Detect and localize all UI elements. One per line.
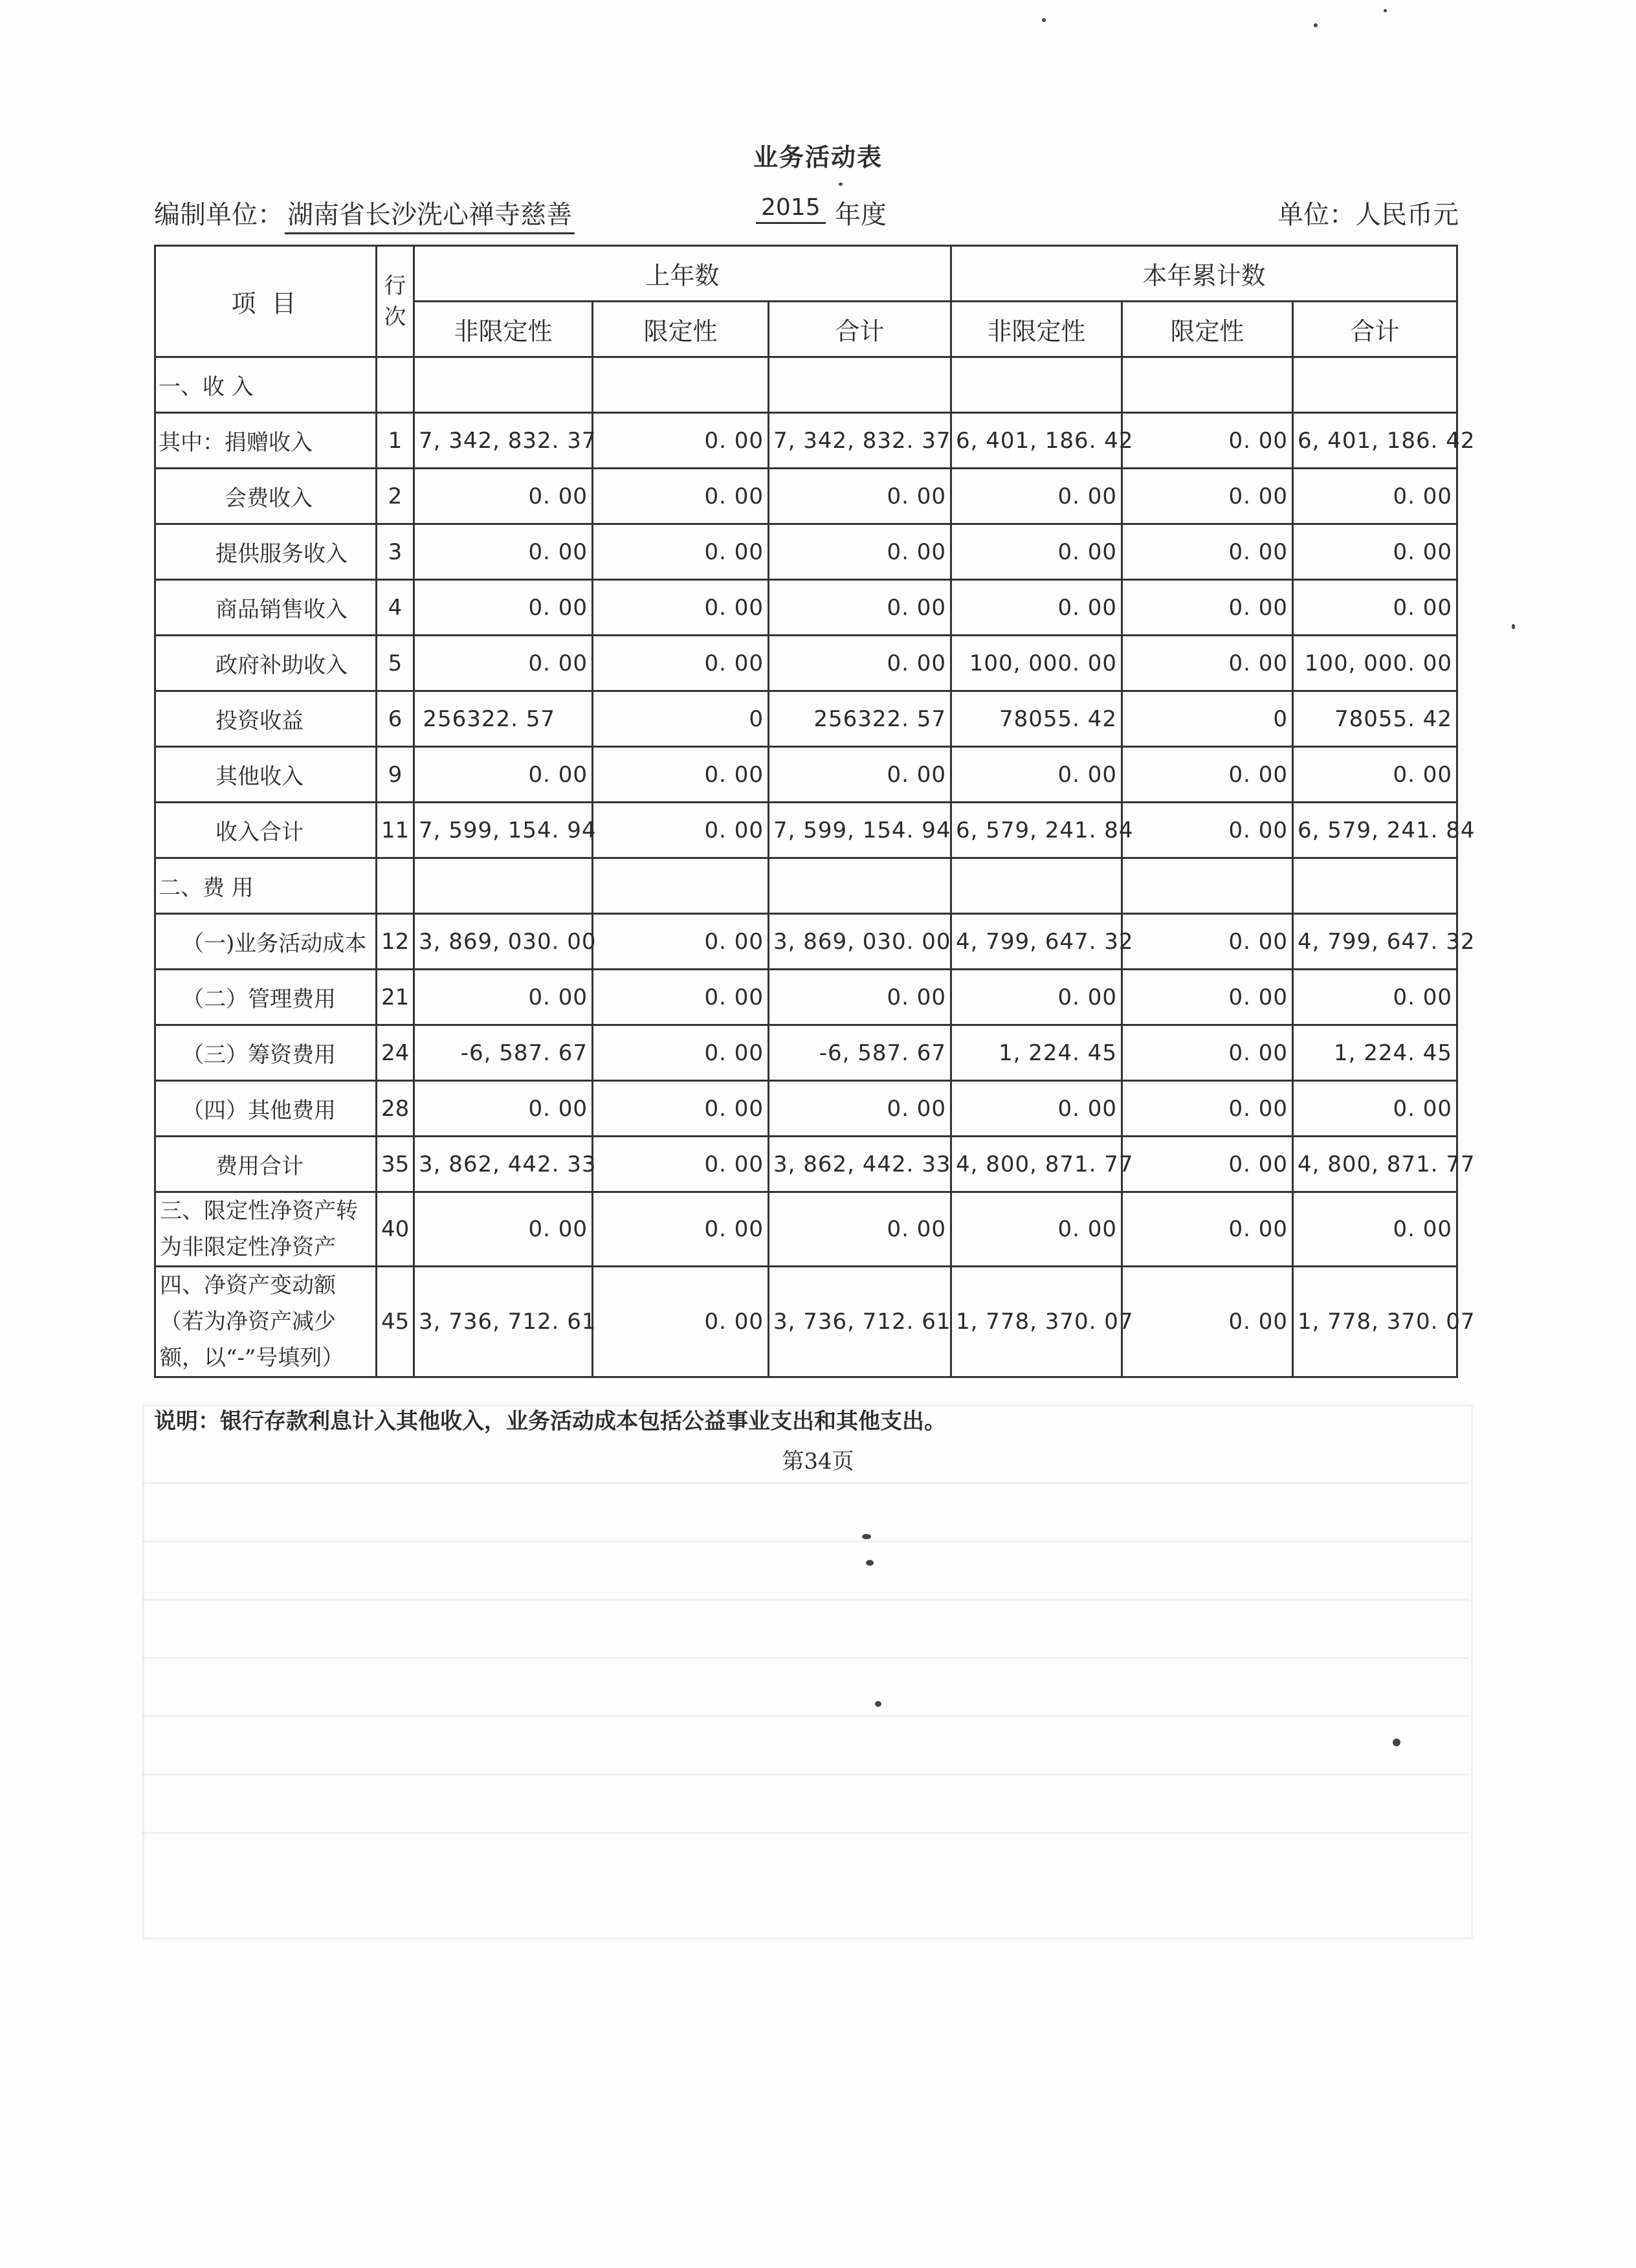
cell: 0. 00 <box>1122 1267 1293 1377</box>
cell: 0. 00 <box>414 747 593 803</box>
cell <box>1122 357 1293 413</box>
scan-speck <box>1512 624 1515 629</box>
cell: 0. 00 <box>1293 1081 1457 1137</box>
cell: 3, 736, 712. 61 <box>769 1267 951 1377</box>
unit-value: 湖南省长沙洗心禅寺慈善 <box>285 194 575 234</box>
row-line: 1 <box>377 413 414 469</box>
unit-label: 编制单位： <box>154 200 283 230</box>
row-item: 二、费 用 <box>155 858 377 914</box>
cell: 6, 579, 241. 84 <box>951 803 1122 858</box>
cell: 7, 599, 154. 94 <box>769 803 951 858</box>
cell: 0. 00 <box>1122 469 1293 524</box>
cell: 0. 00 <box>1293 970 1457 1025</box>
table-row <box>155 524 1457 580</box>
cell: 0. 00 <box>1122 413 1293 469</box>
cell: 0. 00 <box>593 524 769 580</box>
scan-speck <box>875 1701 881 1707</box>
cell: 6, 579, 241. 84 <box>1293 803 1457 858</box>
cell: 0. 00 <box>414 1192 593 1267</box>
row-line <box>377 858 414 914</box>
cell <box>414 858 593 914</box>
cell: 4, 800, 871. 77 <box>1293 1137 1457 1192</box>
cell: 0. 00 <box>769 1192 951 1267</box>
show-through-line <box>142 1657 1469 1659</box>
table-row <box>155 691 1457 747</box>
cell: 0. 00 <box>769 1081 951 1137</box>
cell: 0. 00 <box>951 1081 1122 1137</box>
cell: 4, 799, 647. 32 <box>951 914 1122 970</box>
scan-speck <box>1042 18 1046 22</box>
cell <box>414 357 593 413</box>
show-through-table <box>142 1405 1473 1939</box>
row-item: （一)业务活动成本 <box>155 914 377 970</box>
row-line: 5 <box>377 636 414 691</box>
cell: 0. 00 <box>593 1192 769 1267</box>
cell: 0. 00 <box>769 580 951 636</box>
table-row <box>155 580 1457 636</box>
cell: 3, 869, 030. 00 <box>769 914 951 970</box>
year-label: 年度 <box>835 200 887 230</box>
cell: 0. 00 <box>951 1192 1122 1267</box>
cell: 7, 342, 832. 37 <box>769 413 951 469</box>
scan-speck <box>862 1534 871 1539</box>
cell <box>593 858 769 914</box>
row-line: 12 <box>377 914 414 970</box>
show-through-line <box>142 1773 1469 1775</box>
show-through-line <box>142 1482 1469 1484</box>
cell: 0. 00 <box>414 1081 593 1137</box>
row-item: 提供服务收入 <box>155 524 377 580</box>
cell: 0. 00 <box>593 1137 769 1192</box>
row-item: （二）管理费用 <box>155 970 377 1025</box>
footnote: 说明：银行存款利息计入其他收入，业务活动成本包括公益事业支出和其他支出。 <box>154 1408 946 1434</box>
scan-speck <box>1393 1739 1400 1746</box>
cell: 1, 778, 370. 07 <box>951 1267 1122 1377</box>
row-line: 21 <box>377 970 414 1025</box>
row-item: 政府补助收入 <box>155 636 377 691</box>
row-item: 商品销售收入 <box>155 580 377 636</box>
cell <box>951 357 1122 413</box>
cell <box>769 357 951 413</box>
cell: 100, 000. 00 <box>951 636 1122 691</box>
row-line: 45 <box>377 1267 414 1377</box>
cell: 6, 401, 186. 42 <box>951 413 1122 469</box>
table-row <box>155 747 1457 803</box>
table-row <box>155 914 1457 970</box>
cell: 0. 00 <box>951 580 1122 636</box>
cell: 78055. 42 <box>951 691 1122 747</box>
cell: 0. 00 <box>593 413 769 469</box>
cell: 3, 869, 030. 00 <box>414 914 593 970</box>
cell <box>951 858 1122 914</box>
header-curr-restricted: 限定性 <box>1122 302 1293 357</box>
table-row <box>155 357 1457 413</box>
row-item: 三、限定性净资产转为非限定性净资产 <box>155 1192 377 1267</box>
report-title: 业务活动表 <box>753 143 883 172</box>
cell: 0. 00 <box>1122 1081 1293 1137</box>
cell: 0. 00 <box>951 970 1122 1025</box>
table-row <box>155 413 1457 469</box>
cell: 0. 00 <box>1122 803 1293 858</box>
row-line <box>377 357 414 413</box>
cell: 0. 00 <box>1122 914 1293 970</box>
cell: 0. 00 <box>414 580 593 636</box>
cell: 3, 862, 442. 33 <box>769 1137 951 1192</box>
cell <box>1122 858 1293 914</box>
header-row-1 <box>155 246 1457 302</box>
cell: 0. 00 <box>1122 524 1293 580</box>
cell: 256322. 57 <box>769 691 951 747</box>
cell: 0. 00 <box>1293 469 1457 524</box>
cell: 256322. 57 <box>414 691 593 747</box>
cell: 0. 00 <box>593 747 769 803</box>
cell: 1, 778, 370. 07 <box>1293 1267 1457 1377</box>
cell: 3, 862, 442. 33 <box>414 1137 593 1192</box>
row-line: 35 <box>377 1137 414 1192</box>
row-item: 其他收入 <box>155 747 377 803</box>
cell: 4, 800, 871. 77 <box>951 1137 1122 1192</box>
table-row <box>155 1081 1457 1137</box>
cell <box>1293 357 1457 413</box>
show-through-line <box>142 1599 1469 1601</box>
cell: 3, 736, 712. 61 <box>414 1267 593 1377</box>
cell: 0. 00 <box>951 469 1122 524</box>
row-line: 3 <box>377 524 414 580</box>
table-row <box>155 1137 1457 1192</box>
cell: 1, 224. 45 <box>951 1025 1122 1081</box>
row-item: 费用合计 <box>155 1137 377 1192</box>
cell: 0 <box>593 691 769 747</box>
cell: 0. 00 <box>593 1025 769 1081</box>
show-through-line <box>142 1540 1469 1542</box>
cell: 0. 00 <box>414 970 593 1025</box>
cell: 0. 00 <box>593 469 769 524</box>
year-value: 2015 <box>756 194 826 224</box>
table-row <box>155 1267 1457 1377</box>
cell: 0. 00 <box>1122 1192 1293 1267</box>
header-prev-unrestricted: 非限定性 <box>414 302 593 357</box>
cell: 0. 00 <box>1122 580 1293 636</box>
row-item: 四、净资产变动额（若为净资产减少额，以“-”号填列） <box>155 1267 377 1377</box>
header-curr-unrestricted: 非限定性 <box>951 302 1122 357</box>
row-item: （四）其他费用 <box>155 1081 377 1137</box>
cell: 0. 00 <box>1293 524 1457 580</box>
cell: 0. 00 <box>593 580 769 636</box>
cell: 0. 00 <box>769 524 951 580</box>
cell: 0. 00 <box>593 914 769 970</box>
show-through-line <box>142 1832 1469 1834</box>
cell: 0. 00 <box>769 636 951 691</box>
page-number: 第34页 <box>782 1449 854 1474</box>
row-line: 6 <box>377 691 414 747</box>
header-prev-year: 上年数 <box>414 246 951 302</box>
table-row <box>155 636 1457 691</box>
cell: 4, 799, 647. 32 <box>1293 914 1457 970</box>
activity-table <box>154 245 1476 1378</box>
row-item: 投资收益 <box>155 691 377 747</box>
header-prev-total: 合计 <box>769 302 951 357</box>
cell <box>769 858 951 914</box>
cell: 0. 00 <box>1122 970 1293 1025</box>
cell: 1, 224. 45 <box>1293 1025 1457 1081</box>
cell: 0. 00 <box>1122 1137 1293 1192</box>
row-line: 9 <box>377 747 414 803</box>
cell: 0. 00 <box>414 469 593 524</box>
cell: 0 <box>1122 691 1293 747</box>
table-row <box>155 970 1457 1025</box>
cell: 0. 00 <box>951 524 1122 580</box>
header-prev-restricted: 限定性 <box>593 302 769 357</box>
row-line: 40 <box>377 1192 414 1267</box>
cell: 0. 00 <box>414 524 593 580</box>
table-row <box>155 858 1457 914</box>
row-line: 28 <box>377 1081 414 1137</box>
cell: 0. 00 <box>1122 747 1293 803</box>
cell: 0. 00 <box>593 1081 769 1137</box>
cell: 0. 00 <box>1293 1192 1457 1267</box>
cell: 0. 00 <box>1122 636 1293 691</box>
row-line: 24 <box>377 1025 414 1081</box>
table-row <box>155 1192 1457 1267</box>
table-row <box>155 469 1457 524</box>
cell <box>1293 858 1457 914</box>
header-curr-total: 合计 <box>1293 302 1457 357</box>
currency-label: 单位：人民币元 <box>1277 200 1459 230</box>
cell: 0. 00 <box>951 747 1122 803</box>
header-line: 行次 <box>377 246 414 357</box>
table-row <box>155 1025 1457 1081</box>
row-item: 一、收 入 <box>155 357 377 413</box>
row-line: 11 <box>377 803 414 858</box>
row-line: 2 <box>377 469 414 524</box>
cell: 0. 00 <box>769 469 951 524</box>
row-item: （三）筹资费用 <box>155 1025 377 1081</box>
row-line: 4 <box>377 580 414 636</box>
cell: 0. 00 <box>1122 1025 1293 1081</box>
row-item: 会费收入 <box>155 469 377 524</box>
cell: 7, 342, 832. 37 <box>414 413 593 469</box>
cell: 100, 000. 00 <box>1293 636 1457 691</box>
row-item: 其中：捐赠收入 <box>155 413 377 469</box>
cell: -6, 587. 67 <box>414 1025 593 1081</box>
cell: 0. 00 <box>593 1267 769 1377</box>
scan-speck <box>839 183 843 186</box>
cell <box>593 357 769 413</box>
header-curr-year: 本年累计数 <box>951 246 1457 302</box>
cell: 0. 00 <box>769 970 951 1025</box>
table-row <box>155 803 1457 858</box>
cell: -6, 587. 67 <box>769 1025 951 1081</box>
cell: 7, 599, 154. 94 <box>414 803 593 858</box>
scan-speck <box>1314 23 1318 27</box>
cell: 0. 00 <box>769 747 951 803</box>
cell: 0. 00 <box>1293 580 1457 636</box>
cell: 0. 00 <box>593 803 769 858</box>
cell: 0. 00 <box>593 636 769 691</box>
show-through-line <box>142 1715 1469 1717</box>
row-item: 收入合计 <box>155 803 377 858</box>
cell: 0. 00 <box>1293 747 1457 803</box>
cell: 0. 00 <box>593 970 769 1025</box>
cell: 0. 00 <box>414 636 593 691</box>
cell: 78055. 42 <box>1293 691 1457 747</box>
scan-speck <box>866 1560 874 1566</box>
cell: 6, 401, 186. 42 <box>1293 413 1457 469</box>
header-item: 项 目 <box>155 246 377 357</box>
scan-speck <box>1384 9 1387 12</box>
